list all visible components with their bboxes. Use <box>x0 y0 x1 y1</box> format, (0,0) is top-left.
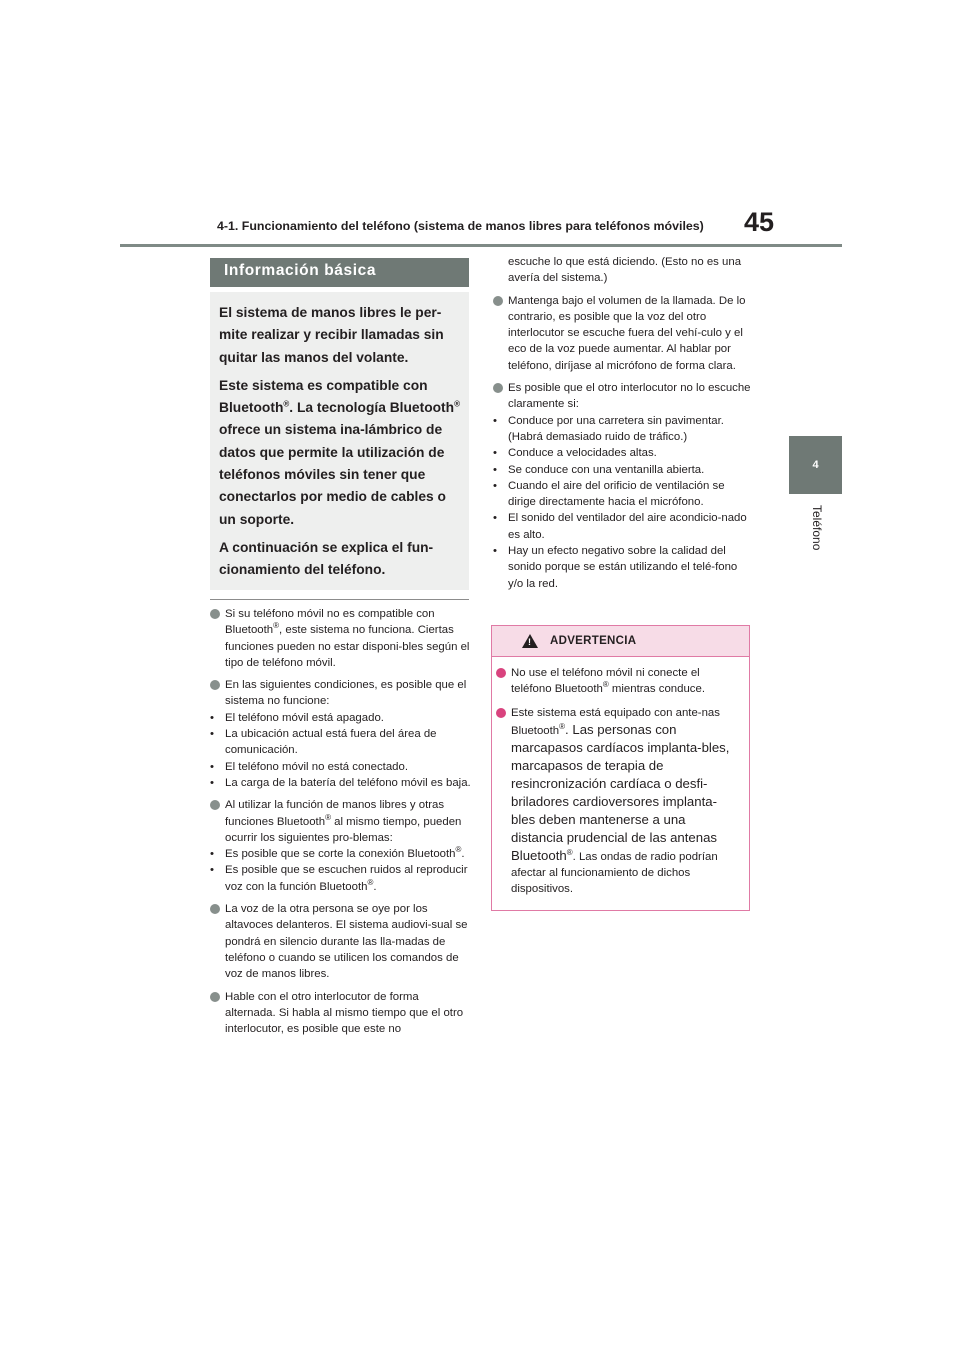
note-bullet: Mantenga bajo el volumen de la llamada. De lo contrario, es posible que la voz del otro interlocutor se escuche fuera del vehí-culo y el eco de la voz puede aumentar. Al hablar por teléfono, diríjase al micrófono de forma clara. <box>493 293 755 374</box>
note-bullet: Si su teléfono móvil no es compatible con Bluetooth®, este sistema no funciona. Ciertas funciones pueden no estar disponi-bles según el tipo de teléfono móvil. <box>210 606 472 671</box>
sub-item: • El teléfono móvil no está conectado. <box>210 760 408 773</box>
bullet-dot-icon <box>496 708 506 718</box>
bullet-dot-icon <box>210 800 220 810</box>
warning-header <box>492 626 749 657</box>
bullet-dot-icon <box>210 680 220 690</box>
right-column <box>493 254 755 592</box>
sub-item: • La carga de la batería del teléfono móvil es baja. <box>210 776 471 789</box>
sub-item: • Conduce a velocidades altas. <box>493 447 657 460</box>
note-bullet: Es posible que el otro interlocutor no lo escuche claramente si: <box>493 380 755 413</box>
page-header-title: 4-1. Funcionamiento del teléfono (sistema de manos libres para teléfonos móviles) <box>217 219 704 233</box>
section-heading: Información básica <box>210 258 469 287</box>
intro-box <box>210 292 469 590</box>
sub-item: • Cuando el aire del orificio de ventilación se dirige directamente hacia el micrófono. <box>493 479 725 509</box>
note-bullet: La voz de la otra persona se oye por los altavoces delanteros. El sistema audiovi-sual se pondrá en silencio durante las lla-madas de teléfono o cuando se utilicen los comandos de voz de manos libres. <box>210 901 472 982</box>
header-divider <box>120 244 842 247</box>
sub-item: • El sonido del ventilador del aire acondicio-nado es alto. <box>493 512 747 541</box>
intro-paragraph-2: Este sistema es compatible con Bluetooth®. La tecnología Bluetooth® ofrece un sistema ina-lámbrico de datos que permite la utilización de teléfonos móviles sin tener que conectarlos por medio de cables o un soporte. <box>219 377 460 527</box>
warning-body <box>492 657 749 897</box>
bullet-dot-icon <box>493 383 503 393</box>
sub-item: • Hay un efecto negativo sobre la calidad del sonido porque se están utilizando el telé-fono y/o la red. <box>493 545 738 590</box>
sub-item: • Se conduce con una ventanilla abierta. <box>493 463 705 476</box>
bullet-dot-icon <box>210 904 220 914</box>
warning-triangle-icon: ! <box>522 634 538 648</box>
left-column <box>210 606 472 1043</box>
bullet-dot-icon <box>210 992 220 1002</box>
note-bullet: Al utilizar la función de manos libres y otras funciones Bluetooth® al mismo tiempo, pueden ocurrir los siguientes pro-blemas: <box>210 797 472 846</box>
sub-item: • El teléfono móvil está apagado. <box>210 711 384 724</box>
warning-box <box>491 625 750 911</box>
chapter-tab: 4 <box>789 436 842 494</box>
page-number: 45 <box>744 207 775 237</box>
bullet-dot-icon <box>493 296 503 306</box>
intro-paragraph-3: A continuación se explica el fun-cionamiento del teléfono. <box>219 539 434 578</box>
sub-item: • Es posible que se corte la conexión Bluetooth®. <box>210 845 465 861</box>
note-bullet: Hable con el otro interlocutor de forma alternada. Si habla al mismo tiempo que el otro interlocutor, es posible que este no <box>210 989 472 1038</box>
intro-paragraph-1: El sistema de manos libres le per-mite realizar y recibir llamadas sin quitar las manos del volante. <box>219 305 444 365</box>
chapter-tab-label: Teléfono <box>810 505 824 551</box>
warning-title: ADVERTENCIA <box>550 635 637 647</box>
sub-item: • Conduce por una carretera sin pavimentar. (Habrá demasiado ruido de tráfico.) <box>493 414 724 443</box>
sub-item: • La ubicación actual está fuera del área de comunicación. <box>210 728 437 757</box>
warning-bullet: No use el teléfono móvil ni conecte el teléfono Bluetooth® mientras conduce. <box>496 665 741 697</box>
note-bullet: En las siguientes condiciones, es posible que el sistema no funcione: <box>210 677 472 710</box>
intro-divider <box>210 599 469 600</box>
warning-bullet: Este sistema está equipado con ante-nas Bluetooth®. Las personas con marcapasos cardíacos implanta-bles, marcapasos de terapia de resincronización cardíaca o desfi-briladores cardioversores implanta-bles deben mantenerse a una distancia prudencial de las antenas Bluetooth®. Las ondas de radio podrían afectar al funcionamiento de dichos dispositivos. <box>496 705 741 897</box>
bullet-dot-icon <box>210 609 220 619</box>
sub-item: • Es posible que se escuchen ruidos al reproducir voz con la función Bluetooth®. <box>210 864 468 893</box>
bullet-dot-icon <box>496 668 506 678</box>
continued-text: escuche lo que está diciendo. (Esto no es una avería del sistema.) <box>508 256 742 285</box>
